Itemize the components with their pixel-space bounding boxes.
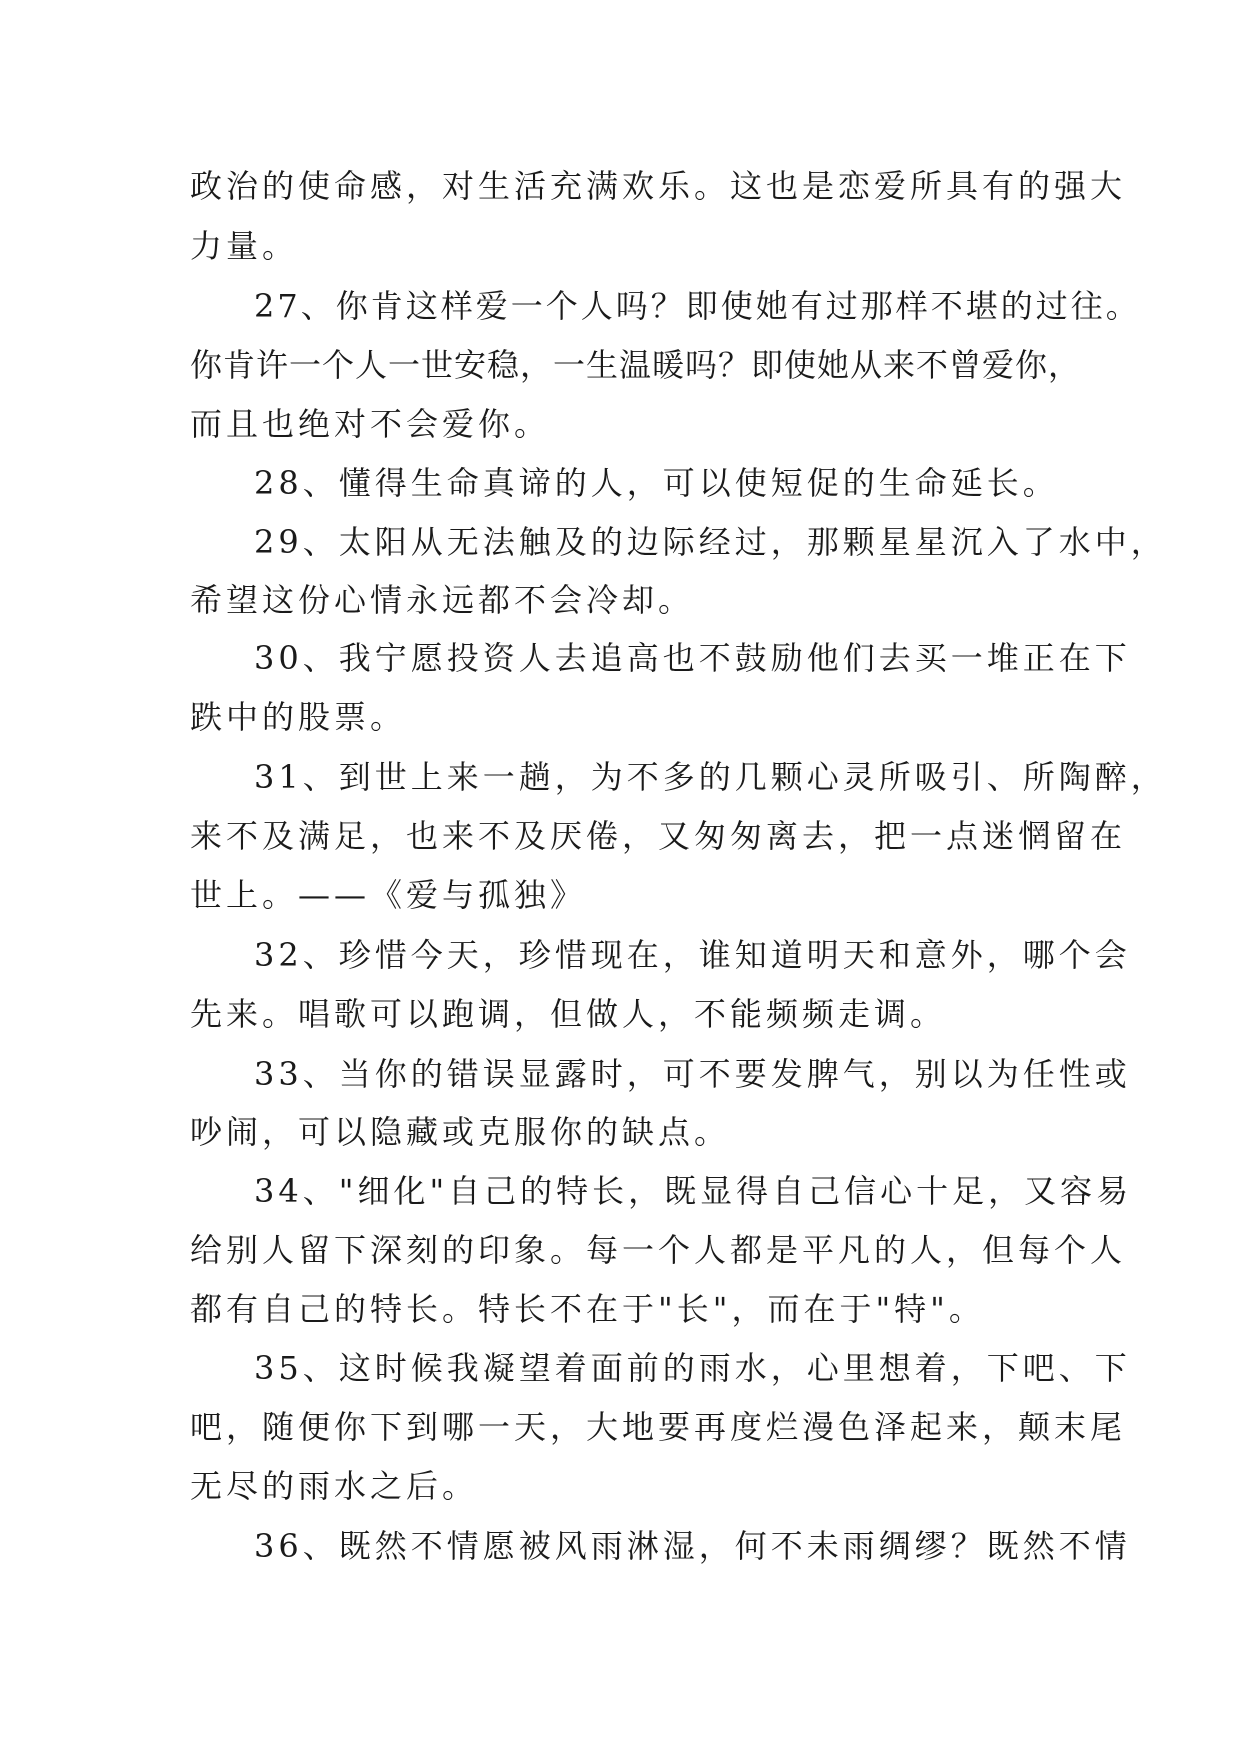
text-line: 无尽的雨水之后。 [190, 1467, 479, 1505]
text-line: 世上。——《爱与孤独》 [190, 876, 587, 914]
text-line: 29、太阳从无法触及的边际经过，那颗星星沉入了水中， [254, 523, 1167, 561]
text-line: 你肯许一个人一世安稳，一生温暖吗？即使她从来不曾爱你， [190, 346, 1082, 384]
text-line: 希望这份心情永远都不会冷却。 [190, 581, 695, 619]
text-line: 政治的使命感，对生活充满欢乐。这也是恋爱所具有的强大 [190, 167, 1127, 205]
text-line: 力量。 [190, 227, 299, 265]
text-line: 吵闹，可以隐藏或克服你的缺点。 [190, 1113, 731, 1151]
text-line: 31、到世上来一趟，为不多的几颗心灵所吸引、所陶醉， [254, 758, 1167, 796]
text-line: 来不及满足，也来不及厌倦，又匆匆离去，把一点迷惘留在 [190, 817, 1127, 855]
text-line: 都有自己的特长。特长不在于"长"，而在于"特"。 [190, 1290, 985, 1328]
text-line: 而且也绝对不会爱你。 [190, 405, 551, 443]
text-line: 30、我宁愿投资人去追高也不鼓励他们去买一堆正在下 [254, 639, 1131, 677]
text-line: 先来。唱歌可以跑调，但做人，不能频频走调。 [190, 995, 947, 1033]
text-line: 28、懂得生命真谛的人，可以使短促的生命延长。 [254, 464, 1059, 502]
text-line: 32、珍惜今天，珍惜现在，谁知道明天和意外，哪个会 [254, 936, 1131, 974]
text-line: 27、你肯这样爱一个人吗？即使她有过那样不堪的过往。 [254, 287, 1141, 325]
text-line: 给别人留下深刻的印象。每一个人都是平凡的人，但每个人 [190, 1231, 1127, 1269]
text-line: 吧，随便你下到哪一天，大地要再度烂漫色泽起来，颠末尾 [190, 1408, 1127, 1446]
text-line: 34、"细化"自己的特长，既显得自己信心十足，又容易 [254, 1172, 1133, 1210]
text-line: 36、既然不情愿被风雨淋湿，何不未雨绸缪？既然不情 [254, 1527, 1131, 1565]
text-line: 跌中的股票。 [190, 698, 407, 736]
text-line: 35、这时候我凝望着面前的雨水，心里想着，下吧、下 [254, 1349, 1131, 1387]
text-line: 33、当你的错误显露时，可不要发脾气，别以为任性或 [254, 1055, 1131, 1093]
